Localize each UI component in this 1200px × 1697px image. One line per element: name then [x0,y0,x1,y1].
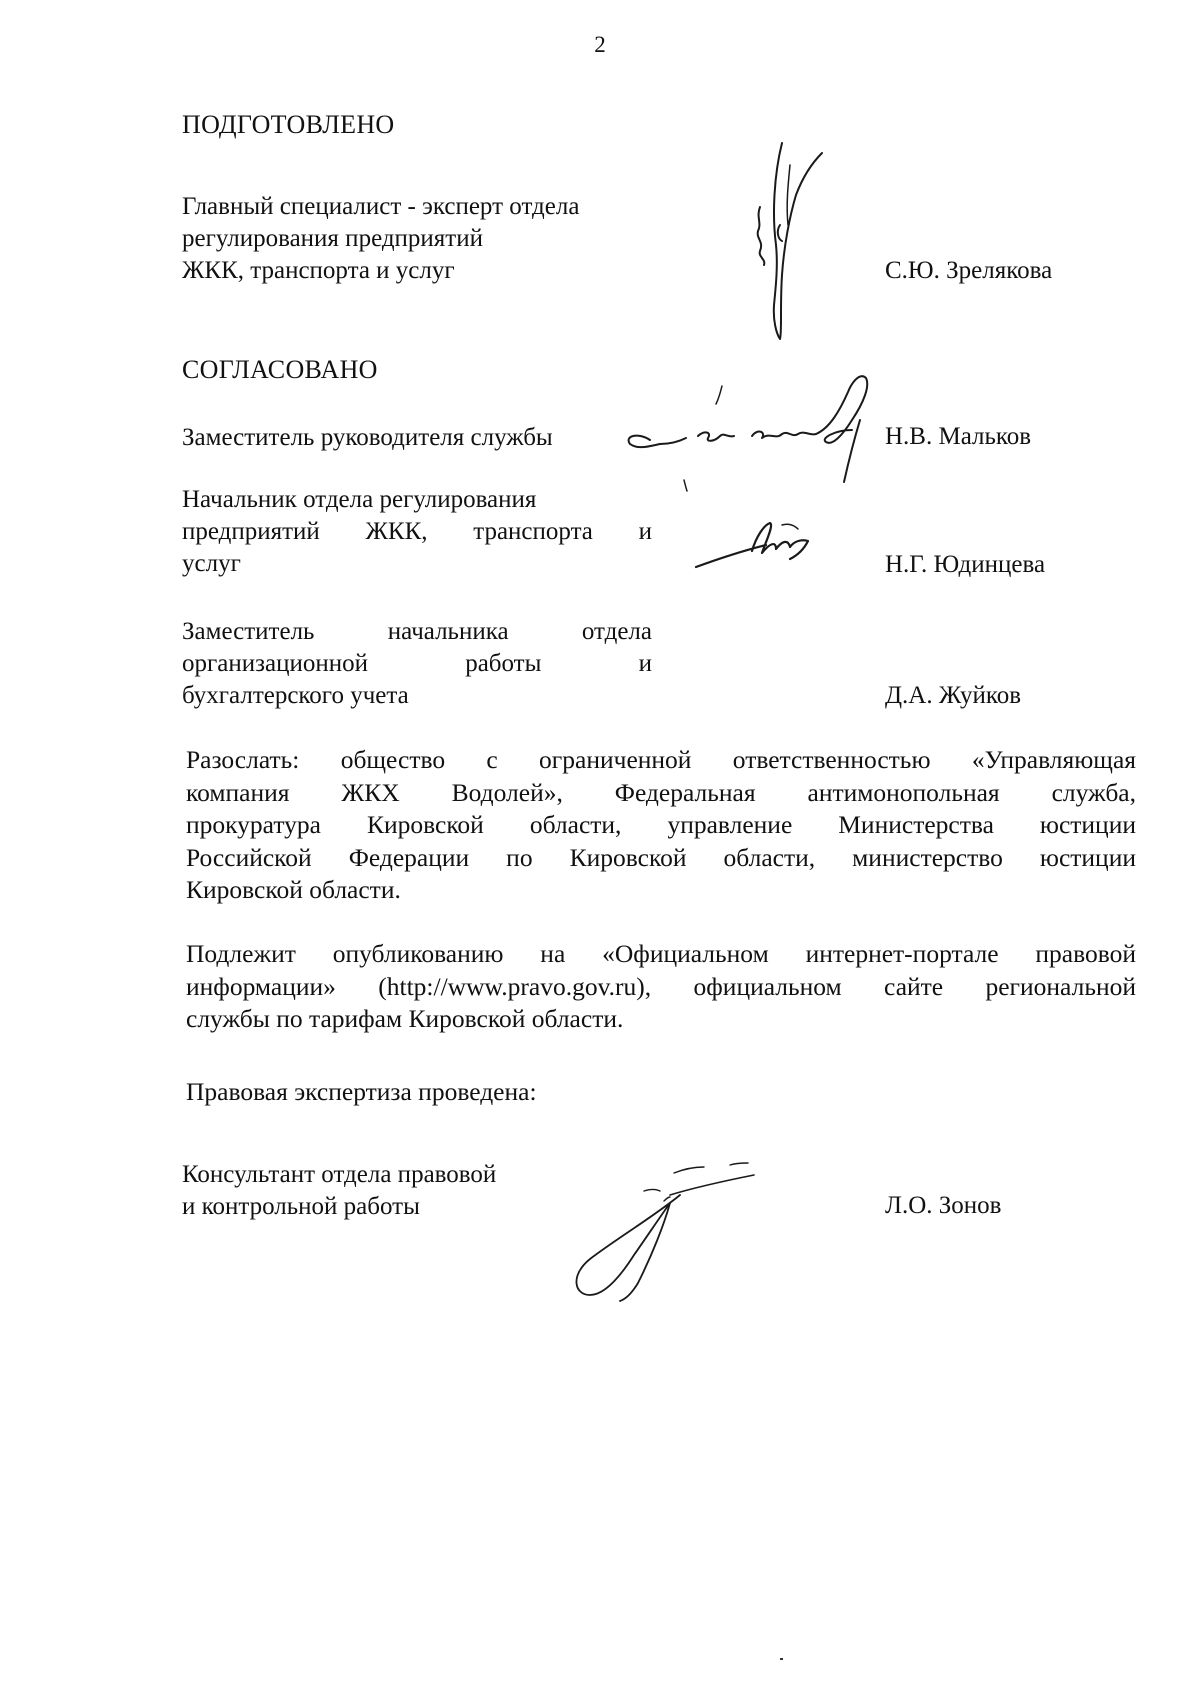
approved-signer-2-name: Н.Г. Юдинцева [885,551,1046,578]
legal-review-signer-name: Л.О. Зонов [885,1192,1002,1219]
approved-signer-1-name: Н.В. Мальков [885,423,1032,450]
publication-line: информации» (http://www.pravo.gov.ru), официальном сайте региональной [186,971,1136,1001]
distribution-line: компания ЖКХ Водолей», Федеральная антимонопольная служба, [186,777,1136,807]
approved-signer-1-position [182,422,652,454]
position-line: бухгалтерского учета [182,682,409,709]
position-line: Заместитель руководителя службы [182,424,553,451]
position-line: Начальник отдела регулирования [182,486,537,513]
position-line: предприятий ЖКК, транспорта и [182,518,652,545]
approved-signer-3-name: Д.А. Жуйков [885,682,1022,709]
position-line: организационной работы и [182,650,652,677]
distribution-line: Российской Федерации по Кировской области, министерство юстиции [186,842,1136,872]
approved-signer-3-position [182,616,652,712]
publication-line: Подлежит опубликованию на «Официальном интернет-портале правовой [186,939,1136,968]
distribution-line: Разослать: общество с ограниченной ответственностью «Управляющая [186,745,1136,774]
approved-heading: СОГЛАСОВАНО [182,355,378,384]
legal-review-heading-text: Правовая экспертиза проведена: [186,1077,537,1106]
position-line: ЖКК, транспорта и услуг [182,257,455,284]
publication-line: службы по тарифам Кировской области. [186,1004,624,1033]
position-line: и контрольной работы [182,1193,420,1220]
prepared-signer-position [182,191,652,287]
distribution-list [186,744,1136,907]
approved-signer-2-position [182,484,652,580]
position-line: регулирования предприятий [182,225,483,252]
prepared-signer-name: С.Ю. Зрелякова [885,257,1053,284]
position-line: услуг [182,550,241,577]
handwritten-signature-zrelyakova [730,135,840,345]
position-line: Консультант отдела правовой [182,1161,497,1188]
legal-review-heading [186,1076,1136,1109]
prepared-heading: ПОДГОТОВЛЕНО [182,110,395,139]
distribution-line: Кировской области. [186,875,401,904]
publication-note [186,938,1136,1036]
scan-speck [780,1658,783,1660]
handwritten-signature-zonov [560,1155,800,1305]
handwritten-signature-yudintseva [690,515,820,585]
position-line: Заместитель начальника отдела [182,618,652,645]
handwritten-signature-malkov [620,370,910,500]
page-number: 2 [594,32,606,57]
distribution-line: прокуратура Кировской области, управление Министерства юстиции [186,810,1136,839]
position-line: Главный специалист - эксперт отдела [182,193,580,220]
